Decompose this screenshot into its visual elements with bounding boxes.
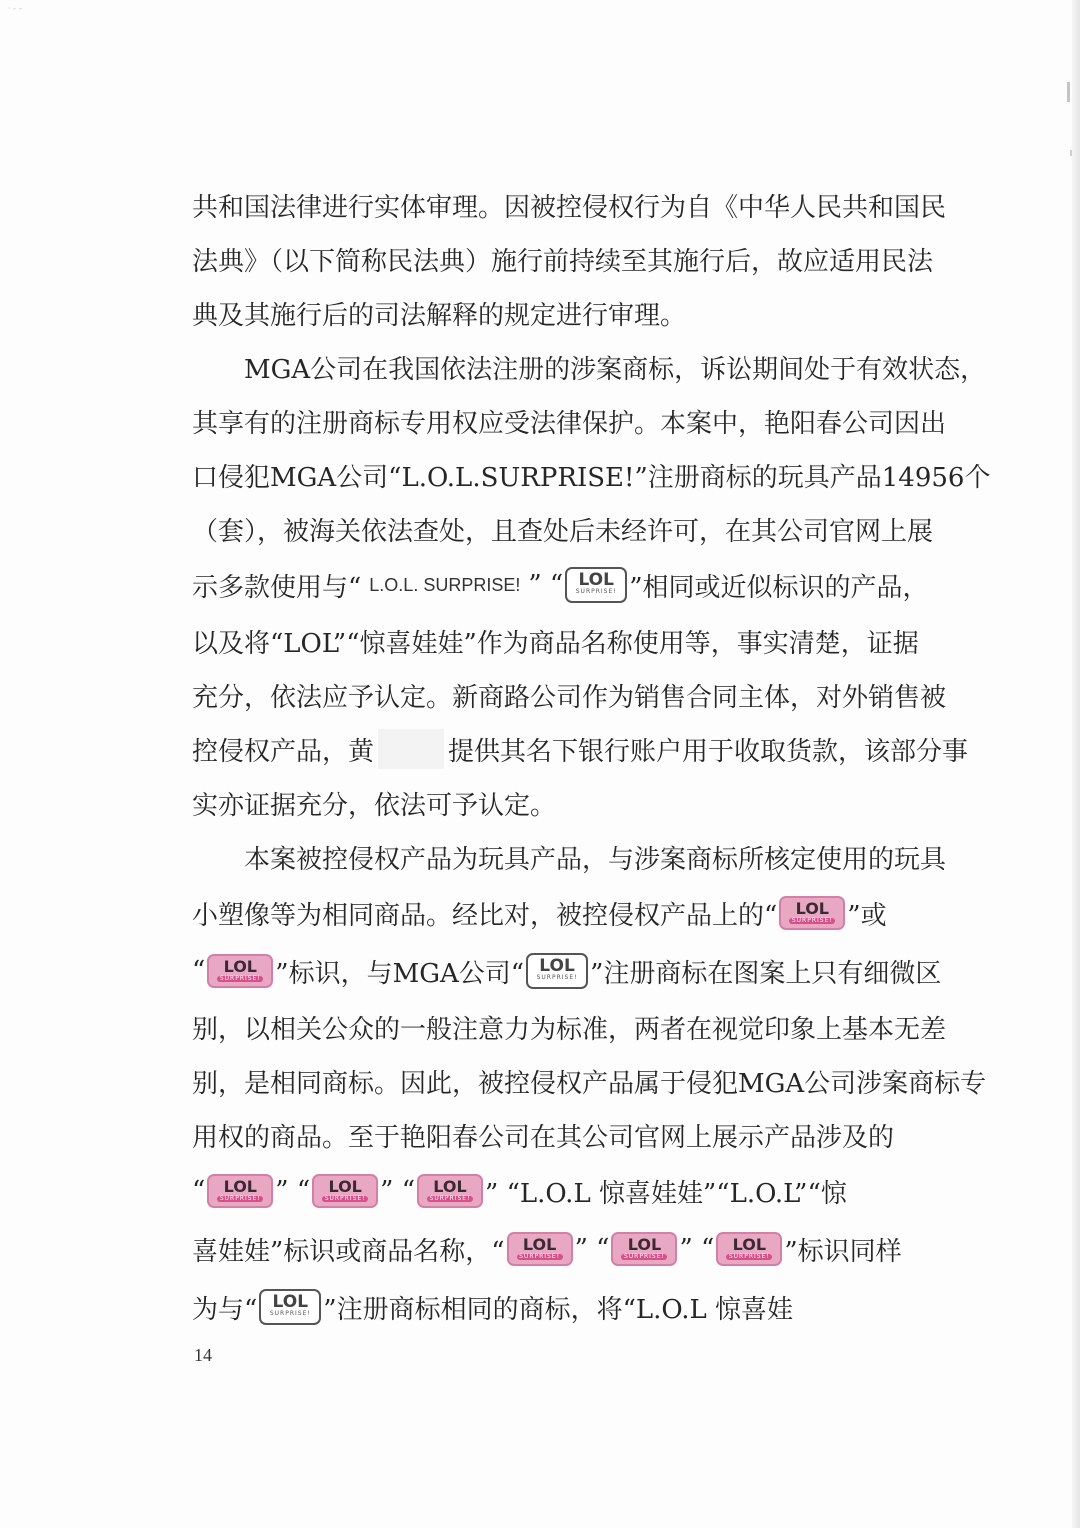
lol-logo-pink: LOL SURPRISE! — [507, 1232, 573, 1266]
scan-edge-shadow — [1072, 0, 1080, 1528]
text-line-with-marks: 喜娃娃”标识或商品名称，“ LOL SURPRISE! ” “ LOL SURPRISE! ” “ LOL SURPRISE! ”标识同样 — [192, 1234, 902, 1267]
text-line: 别，是相同商标。因此，被控侵权产品属于侵犯MGA公司涉案商标专 — [192, 1068, 987, 1099]
text-line: 充分，依法应予认定。新商路公司作为销售合同主体，对外销售被 — [192, 682, 947, 713]
text-line-with-marks: 为与“ LOL SURPRISE! ”注册商标相同的商标，将“L.O.L 惊喜娃 — [192, 1278, 992, 1336]
text-line-with-marks: 示多款使用与“ L.O.L. SURPRISE! ” “ LOL SURPRISE! ”相同或近似标识的产品， — [192, 556, 992, 614]
page-number: 14 — [194, 1345, 212, 1365]
word-mark-lol-surprise: L.O.L. SURPRISE! — [369, 574, 521, 595]
lol-logo-outline: LOL SURPRISE! — [565, 567, 627, 603]
text-line: 本案被控侵权产品为玩具产品，与涉案商标所核定使用的玩具 — [244, 844, 947, 875]
judgment-body-text — [192, 178, 992, 1336]
lol-logo-outline: LOL SURPRISE! — [259, 1289, 321, 1325]
lol-logo-pink: LOL SURPRISE! — [207, 1174, 273, 1208]
text-line: 用权的商品。至于艳阳春公司在其公司官网上展示产品涉及的 — [192, 1122, 895, 1153]
text-line: 共和国法律进行实体审理。因被控侵权行为自《中华人民共和国民 — [192, 192, 947, 223]
text-line: 法典》（以下简称民法典）施行前持续至其施行后，故应适用民法 — [192, 246, 934, 277]
lol-logo-pink: LOL SURPRISE! — [312, 1174, 378, 1208]
text-line: MGA公司在我国依法注册的涉案商标，诉讼期间处于有效状态， — [244, 354, 987, 385]
scan-margin-mark — [1067, 82, 1070, 102]
scan-corner-mark — [8, 4, 48, 12]
redacted-name — [378, 729, 444, 769]
lol-logo-pink: LOL SURPRISE! — [611, 1232, 677, 1266]
text-line: 别，以相关公众的一般注意力为标准，两者在视觉印象上基本无差 — [192, 1014, 947, 1045]
text-line: （套），被海关依法查处，且查处后未经许可，在其公司官网上展 — [192, 516, 934, 547]
text-line: 其享有的注册商标专用权应受法律保护。本案中，艳阳春公司因出 — [192, 408, 947, 439]
text-line: 实亦证据充分，依法可予认定。 — [192, 790, 557, 821]
lol-logo-pink: LOL SURPRISE! — [207, 954, 273, 988]
text-line-with-marks: “ LOL SURPRISE! ” “ LOL SURPRISE! ” “ LOL SURPRISE! ” “L.O.L 惊喜娃娃”“L.O.L”“惊 — [192, 1176, 847, 1209]
lol-logo-pink: LOL SURPRISE! — [716, 1232, 782, 1266]
text-line: 典及其施行后的司法解释的规定进行审理。 — [192, 300, 687, 331]
text-line: 以及将“LOL”“惊喜娃娃”作为商品名称使用等，事实清楚，证据 — [192, 628, 919, 659]
text-line-with-marks: 小塑像等为相同商品。经比对，被控侵权产品上的“ LOL SURPRISE! ”或 — [192, 884, 992, 942]
scan-margin-dot — [1070, 150, 1072, 156]
text-line-with-marks: “ LOL SURPRISE! ”标识，与MGA公司“ LOL SURPRISE! ”注册商标在图案上只有细微区 — [192, 942, 992, 1000]
lol-logo-pink: LOL SURPRISE! — [779, 896, 845, 930]
lol-logo-outline: LOL SURPRISE! — [526, 953, 588, 989]
text-line-with-redaction: 控侵权产品，黄 提供其名下银行账户用于收取货款，该部分事 — [192, 722, 992, 776]
lol-logo-pink: LOL SURPRISE! — [417, 1174, 483, 1208]
text-line: 口侵犯MGA公司“L.O.L.SURPRISE!”注册商标的玩具产品14956个 — [192, 462, 991, 493]
